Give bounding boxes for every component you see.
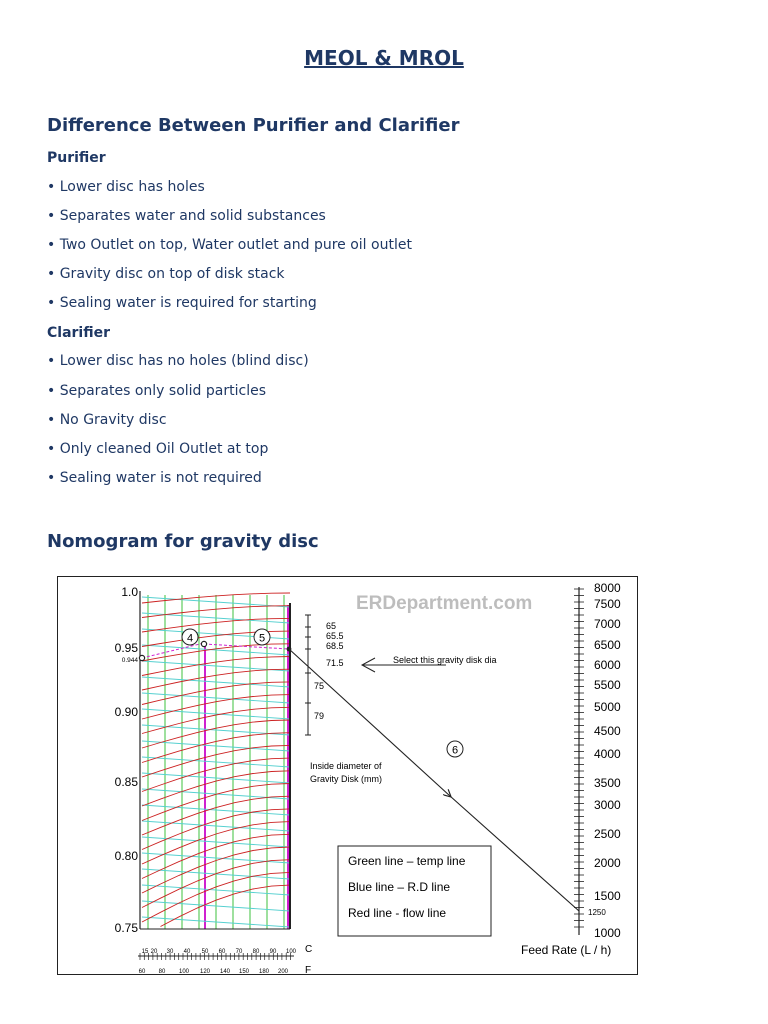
density-tick-label: 0.75: [114, 921, 138, 935]
feed-tick-label: 1000: [594, 926, 621, 940]
list-item: • Separates water and solid substances: [47, 208, 326, 224]
temp-f-tick: 80: [158, 969, 166, 974]
density-tick-label: 0.85: [114, 775, 138, 789]
temp-c-tick: 80: [252, 949, 260, 955]
step-label: 4: [186, 632, 194, 645]
disc-size-label: 68.5: [326, 641, 344, 651]
list-item: • Sealing water is not required: [47, 470, 262, 486]
legend: [338, 846, 491, 936]
density-marker-label: 0.944: [121, 657, 138, 664]
feed-tick-label: 3500: [594, 776, 621, 790]
temp-f-tick: 150: [238, 969, 250, 974]
feed-tick-label: 5500: [594, 678, 621, 692]
disc-size-label: 65: [326, 621, 337, 631]
legend-item-red: Red line - flow line: [348, 906, 447, 920]
disc-size-label: 65.5: [326, 631, 344, 641]
temp-f-tick: 60: [138, 969, 146, 974]
feed-tick-label: 5000: [594, 700, 621, 714]
legend-item-green: Green line – temp line: [348, 854, 466, 868]
temp-c-tick: 100: [285, 949, 297, 955]
feed-tick-label: 2500: [594, 827, 621, 841]
gravity-disc-scale: [305, 615, 344, 735]
density-ticks: [115, 585, 139, 935]
nomogram-figure: [57, 576, 638, 975]
list-item: • Separates only solid particles: [47, 383, 266, 399]
density-tick-label: 0.95: [114, 641, 138, 655]
temp-c-tick: 20: [150, 949, 158, 955]
feed-tick-label: 2000: [594, 856, 621, 870]
feed-tick-label: 4500: [594, 724, 621, 738]
flow-curve: [161, 885, 291, 926]
select-label: Select this gravity disk dia: [393, 655, 497, 665]
step-label: 5: [258, 632, 266, 645]
list-item: • Only cleaned Oil Outlet at top: [47, 441, 269, 457]
clarifier-heading: Clarifier: [47, 325, 110, 341]
density-point: [139, 655, 144, 660]
temp-f-tick: 140: [219, 969, 231, 974]
temp-c-tick: 40: [183, 949, 191, 955]
temp-c-tick: 50: [201, 949, 209, 955]
temp-c-tick: 60: [218, 949, 226, 955]
nomogram-svg: [58, 577, 637, 974]
density-tick-label: 0.90: [114, 705, 138, 719]
section-heading-nomogram: Nomogram for gravity disc: [47, 531, 319, 552]
density-tick-label: 0.80: [114, 849, 138, 863]
temp-f-unit: F: [305, 965, 312, 974]
list-item: • Gravity disc on top of disk stack: [47, 266, 285, 282]
watermark: ERDepartment.com: [356, 593, 533, 614]
density-tick-label: 1.0: [121, 585, 138, 599]
purifier-heading: Purifier: [47, 150, 106, 166]
feed-tick-label: 8000: [594, 581, 621, 595]
temp-f-tick: 200: [277, 969, 289, 974]
feed-tick-label: 6500: [594, 638, 621, 652]
feed-tick-label: 7500: [594, 597, 621, 611]
temp-c-unit: C: [305, 944, 313, 955]
section-heading-difference: Difference Between Purifier and Clarifier: [47, 115, 460, 136]
list-item: • Sealing water is required for starting: [47, 295, 317, 311]
rd-reference-line: [204, 644, 289, 649]
legend-item-blue: Blue line – R.D line: [348, 880, 451, 894]
feed-tick-label: 3000: [594, 798, 621, 812]
temp-c-tick: 30: [166, 949, 174, 955]
feed-tick-label: 1500: [594, 889, 621, 903]
temp-point: [201, 641, 206, 646]
disc-size-label: 79: [314, 711, 325, 721]
temp-c-tick: 90: [269, 949, 277, 955]
list-item: • No Gravity disc: [47, 412, 167, 428]
disc-caption: Gravity Disk (mm): [310, 774, 382, 784]
page-title: MEOL & MROL: [304, 46, 464, 70]
nomogram-grid: [142, 593, 290, 929]
disc-caption: Inside diameter of: [310, 761, 382, 771]
list-item: • Lower disc has no holes (blind disc): [47, 353, 309, 369]
list-item: • Two Outlet on top, Water outlet and pure oil outlet: [47, 237, 412, 253]
feed-rate-label: Feed Rate (L / h): [521, 943, 612, 957]
temp-c-tick: 15: [141, 949, 149, 955]
feed-tick-label: 7000: [594, 617, 621, 631]
list-item: • Lower disc has holes: [47, 179, 205, 195]
feed-tick-label: 6000: [594, 658, 621, 672]
disc-size-label: 75: [314, 681, 325, 691]
feed-marker-label: 1250: [588, 908, 606, 917]
disc-size-label: 71.5: [326, 658, 344, 668]
feed-rate-labels: [521, 581, 621, 957]
temp-f-tick: 100: [178, 969, 190, 974]
temp-f-tick: 180: [258, 969, 270, 974]
temperature-scale: [138, 944, 312, 974]
step-label: 6: [451, 744, 459, 757]
feed-tick-label: 4000: [594, 747, 621, 761]
temp-f-tick: 120: [199, 969, 211, 974]
temp-c-tick: 70: [235, 949, 243, 955]
